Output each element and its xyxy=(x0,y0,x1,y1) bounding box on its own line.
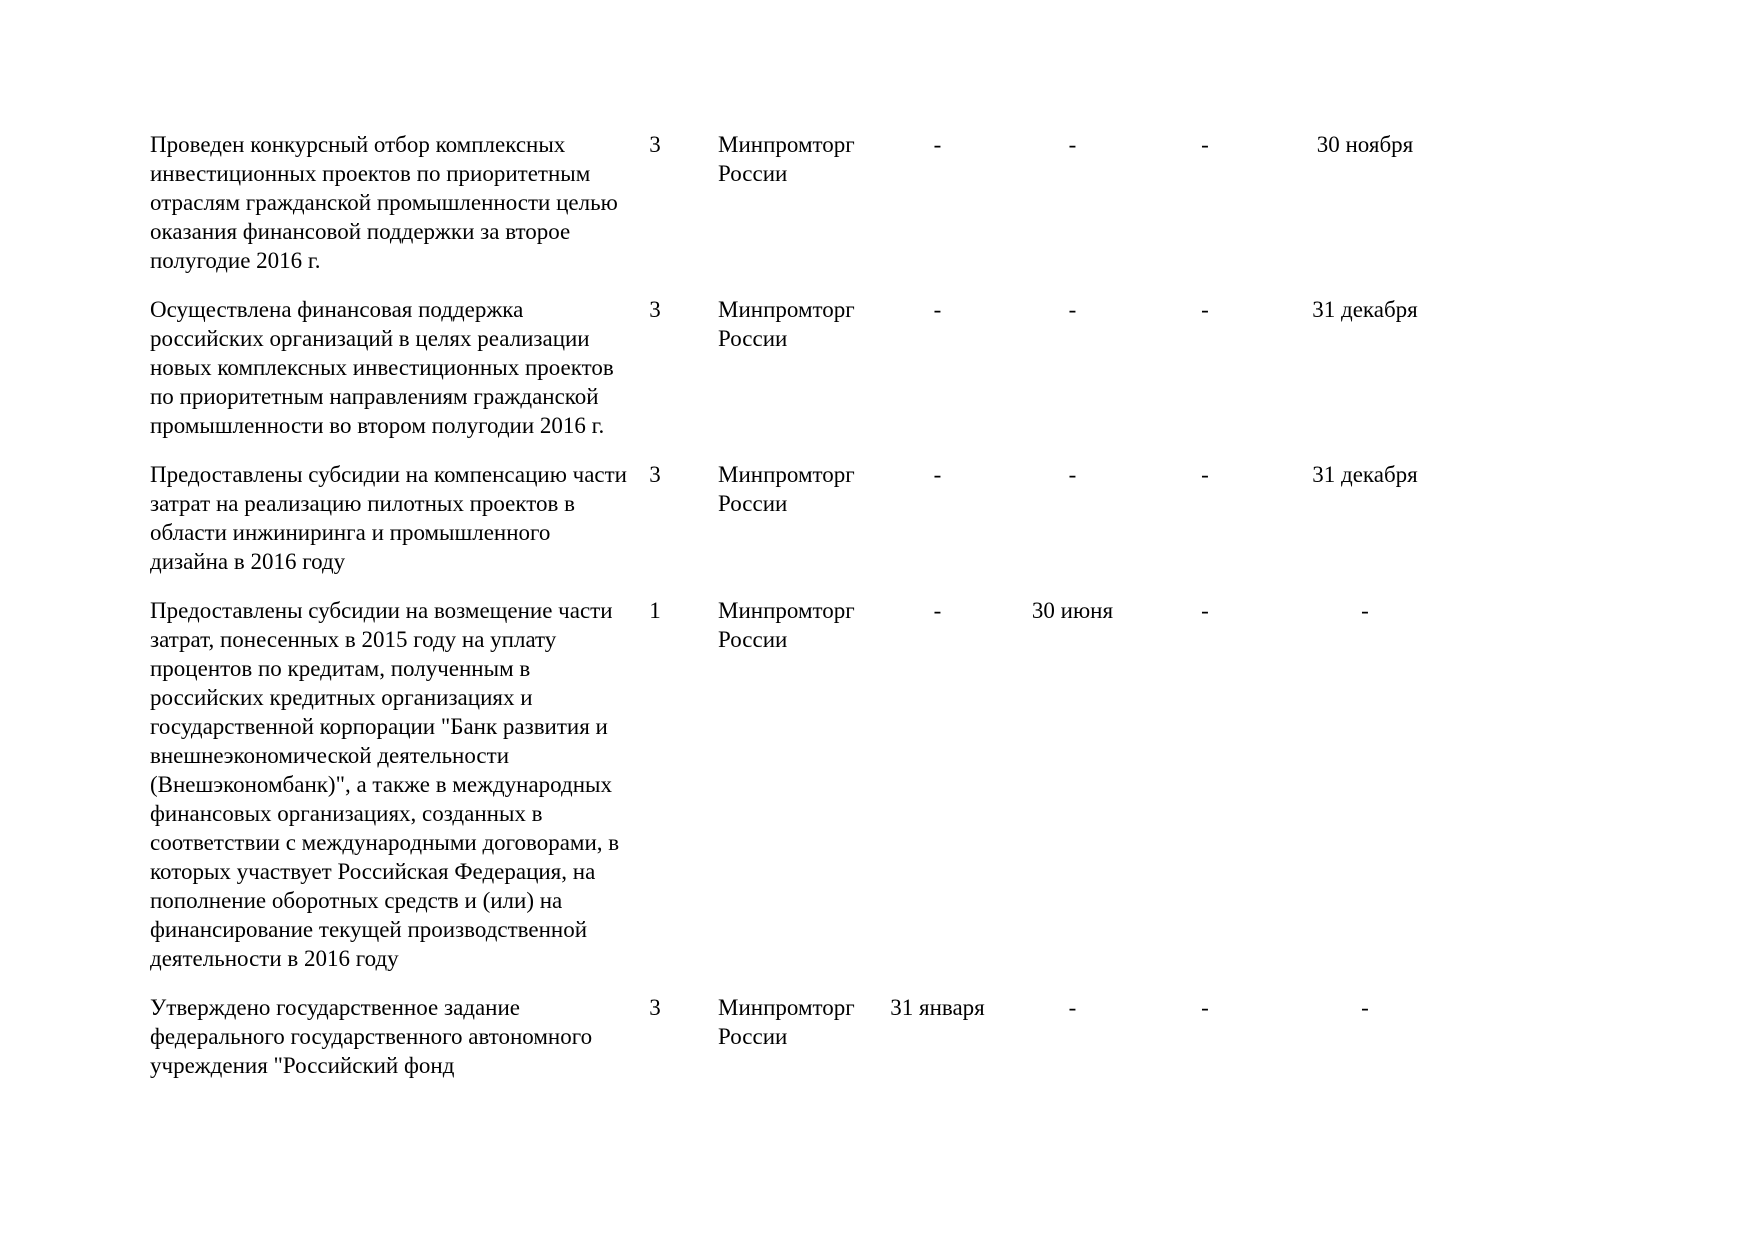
event-date-q1: - xyxy=(933,462,942,487)
event-level: 3 xyxy=(649,462,661,487)
event-date-q4: 31 декабря xyxy=(1312,462,1418,487)
table-row xyxy=(150,295,1460,460)
event-level: 3 xyxy=(649,995,661,1020)
event-level: 3 xyxy=(649,132,661,157)
event-level: 3 xyxy=(649,297,661,322)
event-date-q2: 30 июня xyxy=(1031,598,1114,623)
event-responsible: Минпромторг России xyxy=(718,598,855,652)
event-date-q4: 30 ноября xyxy=(1316,132,1414,157)
event-date-q1: 31 января xyxy=(890,995,985,1020)
event-date-q1: - xyxy=(933,132,942,157)
event-description: Проведен конкурсный отбор комплексных инвестиционных проектов по приоритетным отраслям гражданской промышленности целью оказания финансовой поддержки за второе полугодие 2016 г. xyxy=(150,132,618,273)
event-date-q4: - xyxy=(1361,995,1369,1020)
table-row xyxy=(150,596,1460,993)
event-date-q3: - xyxy=(1201,598,1209,623)
event-date-q3: - xyxy=(1201,297,1209,322)
event-date-q2: - xyxy=(1068,995,1077,1020)
event-description: Утверждено государственное задание федерального государственного автономного учреждения "Российский фонд xyxy=(150,995,593,1078)
event-date-q2: - xyxy=(1068,132,1077,157)
table-row xyxy=(150,993,1460,1100)
event-level: 1 xyxy=(649,598,661,623)
event-date-q3: - xyxy=(1201,462,1209,487)
event-date-q3: - xyxy=(1201,132,1209,157)
event-responsible: Минпромторг России xyxy=(718,132,855,186)
table-row xyxy=(150,460,1460,596)
event-date-q2: - xyxy=(1068,462,1077,487)
table-row xyxy=(150,130,1460,295)
event-description: Предоставлены субсидии на компенсацию части затрат на реализацию пилотных проектов в области инжиниринга и промышленного дизайна в 2016 году xyxy=(150,462,627,574)
event-responsible: Минпромторг России xyxy=(718,462,855,516)
event-responsible: Минпромторг России xyxy=(718,995,855,1049)
event-description: Осуществлена финансовая поддержка российских организаций в целях реализации новых комплексных инвестиционных проектов по приоритетным направлениям гражданской промышленности во втором полугодии 2016 г. xyxy=(150,297,614,438)
events-table xyxy=(150,130,1460,1100)
event-responsible: Минпромторг России xyxy=(718,297,855,351)
event-date-q2: - xyxy=(1068,297,1077,322)
event-date-q3: - xyxy=(1201,995,1209,1020)
event-date-q4: - xyxy=(1361,598,1369,623)
event-date-q1: - xyxy=(933,297,942,322)
event-date-q1: - xyxy=(933,598,942,623)
event-date-q4: 31 декабря xyxy=(1312,297,1418,322)
event-description: Предоставлены субсидии на возмещение части затрат, понесенных в 2015 году на уплату процентов по кредитам, полученным в российских кредитных организациях и государственной корпорации "Банк развития и внешнеэкономической деятельности (Внешэкономбанк)", а также в международных финансовых организациях, созданных в соответствии с международными договорами, в которых участвует Российская Федерация, на пополнение оборотных средств и (или) на финансирование текущей производственной деятельности в 2016 году xyxy=(150,598,620,971)
